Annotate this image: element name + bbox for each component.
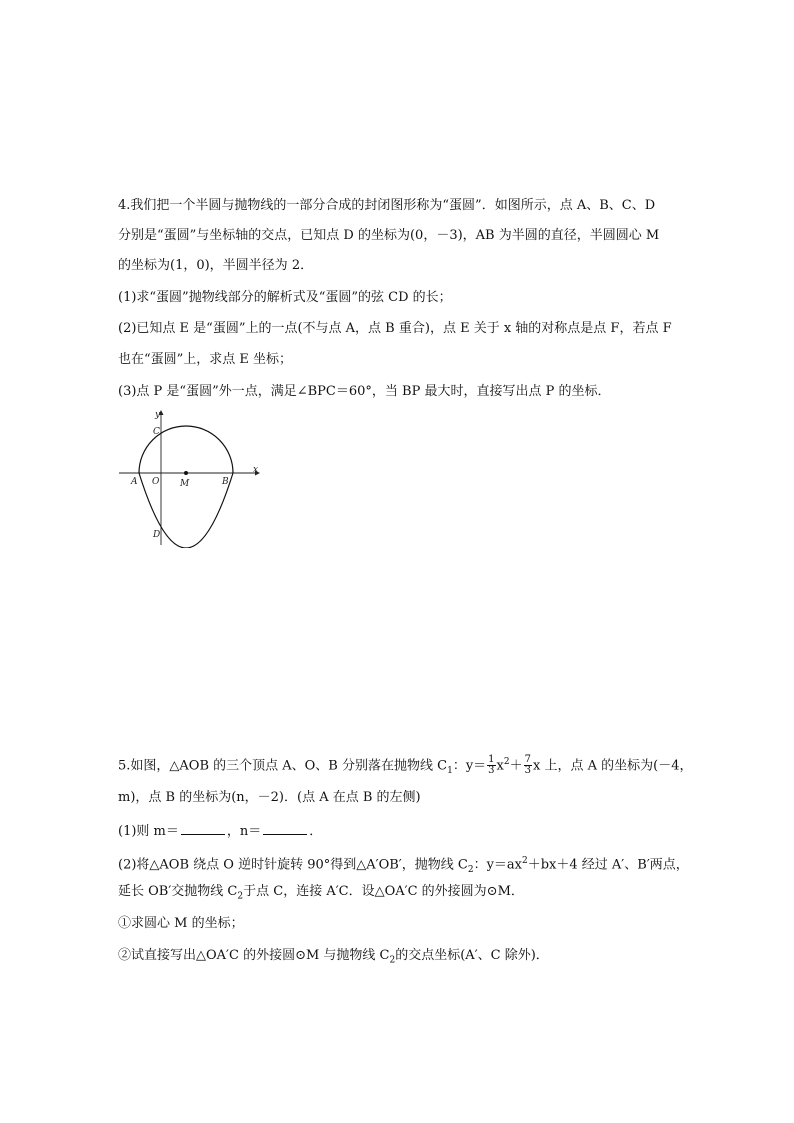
problem5-sub2-sub: 2 [389,955,396,966]
label-o: O [152,477,160,487]
fraction2-numerator: 7 [524,754,532,766]
label-x: x [253,465,259,475]
problem5-sub2-a: ②试直接写出△OA′C 的外接圆⊙M 与抛物线 C [118,948,390,963]
problem5-line2: m)，点 B 的坐标为(n，－2)．(点 A 在点 B 的左侧) [118,790,421,805]
center-point-m [184,471,188,475]
label-m: M [180,479,190,489]
problem5-line1-sup: 2 [503,757,510,767]
fraction1-numerator: 1 [488,754,495,766]
problem5-question1 [118,822,718,840]
problem5-q1-b: ，n＝ [226,824,262,839]
problem5-sub2-b: 的交点坐标(A′、C 除外)． [395,948,549,963]
label-d: D [153,530,161,540]
problem4-line2: 分别是“蛋圆”与坐标轴的交点，已知点 D 的坐标为(0，－3)，AB 为半圆的直径，半圆圆心 M [118,228,660,243]
label-c: C [153,427,160,437]
fraction-seven-thirds [524,755,532,776]
problem5-line1-b: ：y＝ [452,758,487,774]
problem5-question2-line1 [118,853,718,878]
label-y: y [155,410,161,420]
problem5-question2-line2 [118,884,718,905]
fraction1-denominator: 3 [488,765,495,777]
problem5-q2-l1-sub: 2 [467,864,474,875]
problem4-line3: 的坐标为(1，0)，半圆半径为 2． [118,258,314,273]
egg-circle-figure [115,408,265,548]
problem4-question3: (3)点 P 是“蛋圆”外一点，满足∠BPC＝60°，当 BP 最大时，直接写出点 P 的坐标． [118,384,611,399]
answer-blank-n [263,822,307,835]
problem5-q1-c: ． [309,824,323,839]
problem4-question2-line1: (2)已知点 E 是“蛋圆”上的一点(不与点 A，点 B 重合)，点 E 关于 x 轴的对称点是点 F，若点 F [118,321,672,336]
problem4-question1: (1)求“蛋圆”抛物线部分的解析式及“蛋圆”的弦 CD 的长； [118,290,452,305]
problem5-q1-a: (1)则 m＝ [118,824,179,839]
problem5-line1-d: ＋ [509,758,523,774]
fraction-one-third [487,755,495,776]
label-a: A [131,477,138,487]
problem5-subquestion2 [118,948,718,969]
answer-blank-m [181,822,225,835]
problem5-q2-l1-sup: 2 [522,856,528,866]
problem5-q2-l1-b: ：y＝ax [473,857,522,873]
problem5-q2-l2-b: 于点 C，连接 A′C．设△OA′C 的外接圆为⊙M． [243,884,524,899]
label-b: B [222,477,229,487]
problem5-line1-a: 5.如图，△AOB 的三个顶点 A、O、B 分别落在抛物线 C [118,758,448,774]
problem5-line1-c: x [496,758,504,774]
problem5-subquestion1: ①求圆心 M 的坐标； [118,916,244,931]
problem4-line1: 4.我们把一个半圆与抛物线的一部分合成的封闭图形称为“蛋圆”．如图所示，点 A、B、C、D [118,198,656,213]
problem5-q2-l1-a: (2)将△AOB 绕点 O 逆时针旋转 90°得到△A′OB′，抛物线 C [118,857,468,873]
fraction2-denominator: 3 [524,765,532,777]
problem5-line1-sub: 1 [447,765,453,776]
problem5-q2-l2-a: 延长 OB′交抛物线 C [118,884,238,899]
problem5-q2-l2-sub: 2 [237,891,244,902]
problem5-q2-l1-c: ＋bx＋4 经过 A′、B′两点， [527,857,689,873]
problem5-line1 [118,754,718,779]
problem5-line1-e: x 上，点 A 的坐标为(－4， [533,758,693,774]
problem4-question2-line2: 也在“蛋圆”上，求点 E 坐标； [118,352,293,367]
